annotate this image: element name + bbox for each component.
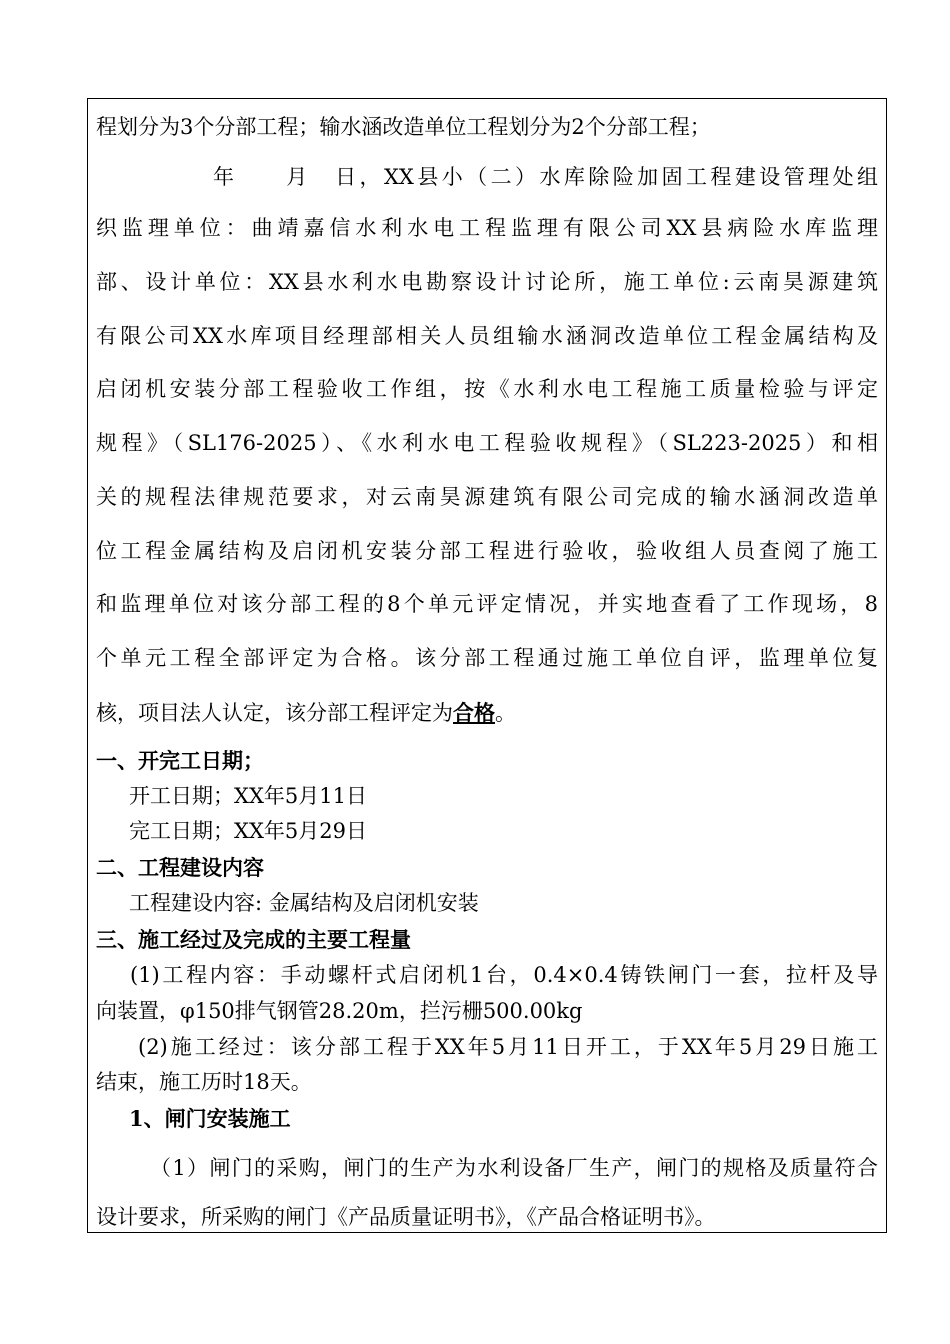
intro-line-5: 有限公司XX水库项目经理部相关人员组输水涵洞改造单位工程金属结构及 (96, 324, 878, 348)
intro-line-4: 部、设计单位：XX县水利水电勘察设计讨论所，施工单位:云南昊源建筑 (96, 270, 878, 294)
item-2-line-1: (2)施工经过：该分部工程于XX年5月11日开工，于XX年5月29日施工 (138, 1035, 878, 1059)
section-1-title: 一、开完工日期； (96, 748, 264, 773)
subsection-title: 1、闸门安装施工 (129, 1106, 291, 1131)
intro-line-12 (96, 702, 516, 724)
conclusion-result: 合格 (453, 700, 495, 725)
intro-line-3: 织监理单位：曲靖嘉信水利水电工程监理有限公司XX县病险水库监理 (96, 216, 878, 240)
intro-line-11: 个单元工程全部评定为合格。该分部工程通过施工单位自评，监理单位复 (96, 646, 878, 670)
intro-line-10: 和监理单位对该分部工程的8个单元评定情况，并实地查看了工作现场，8 (96, 592, 878, 616)
intro-line-7: 规程》（SL176-2025）、《水利水电工程验收规程》（SL223-2025）和相 (96, 431, 878, 455)
item-1-line-1: (1)工程内容：手动螺杆式启闭机1台，0.4×0.4铸铁闸门一套，拉杆及导 (130, 963, 878, 987)
paragraph-1-line-1: （1）闸门的采购，闸门的生产为水利设备厂生产，闸门的规格及质量符合 (150, 1156, 878, 1180)
intro-line-2: 年 月 日，XX县小（二）水库除险加固工程建设管理处组 (213, 165, 878, 189)
paragraph-1-line-2: 设计要求，所采购的闸门《产品质量证明书》，《产品合格证明书》。 (96, 1205, 716, 1229)
intro-line-1: 程划分为3个分部工程；输水涵改造单位工程划分为2个分部工程； (96, 115, 711, 139)
item-2-line-2: 结束，施工历时18天。 (96, 1070, 312, 1094)
section-3-title: 三、施工经过及完成的主要工程量 (96, 927, 411, 952)
conclusion-prefix: 核，项目法人认定，该分部工程评定为 (96, 701, 453, 725)
construction-content: 工程建设内容: 金属结构及启闭机安装 (129, 891, 479, 915)
start-date: 开工日期；XX年5月11日 (129, 784, 367, 808)
item-1-line-2: 向装置，φ150排气钢管28.20m，拦污栅500.00kg (96, 999, 583, 1023)
intro-line-8: 关的规程法律规范要求，对云南昊源建筑有限公司完成的输水涵洞改造单 (96, 485, 878, 509)
section-2-title: 二、工程建设内容 (96, 855, 264, 880)
conclusion-suffix: 。 (495, 701, 516, 725)
intro-line-6: 启闭机安装分部工程验收工作组，按《水利水电工程施工质量检验与评定 (96, 377, 878, 401)
end-date: 完工日期；XX年5月29日 (129, 819, 367, 843)
intro-line-9: 位工程金属结构及启闭机安装分部工程进行验收，验收组人员查阅了施工 (96, 539, 878, 563)
